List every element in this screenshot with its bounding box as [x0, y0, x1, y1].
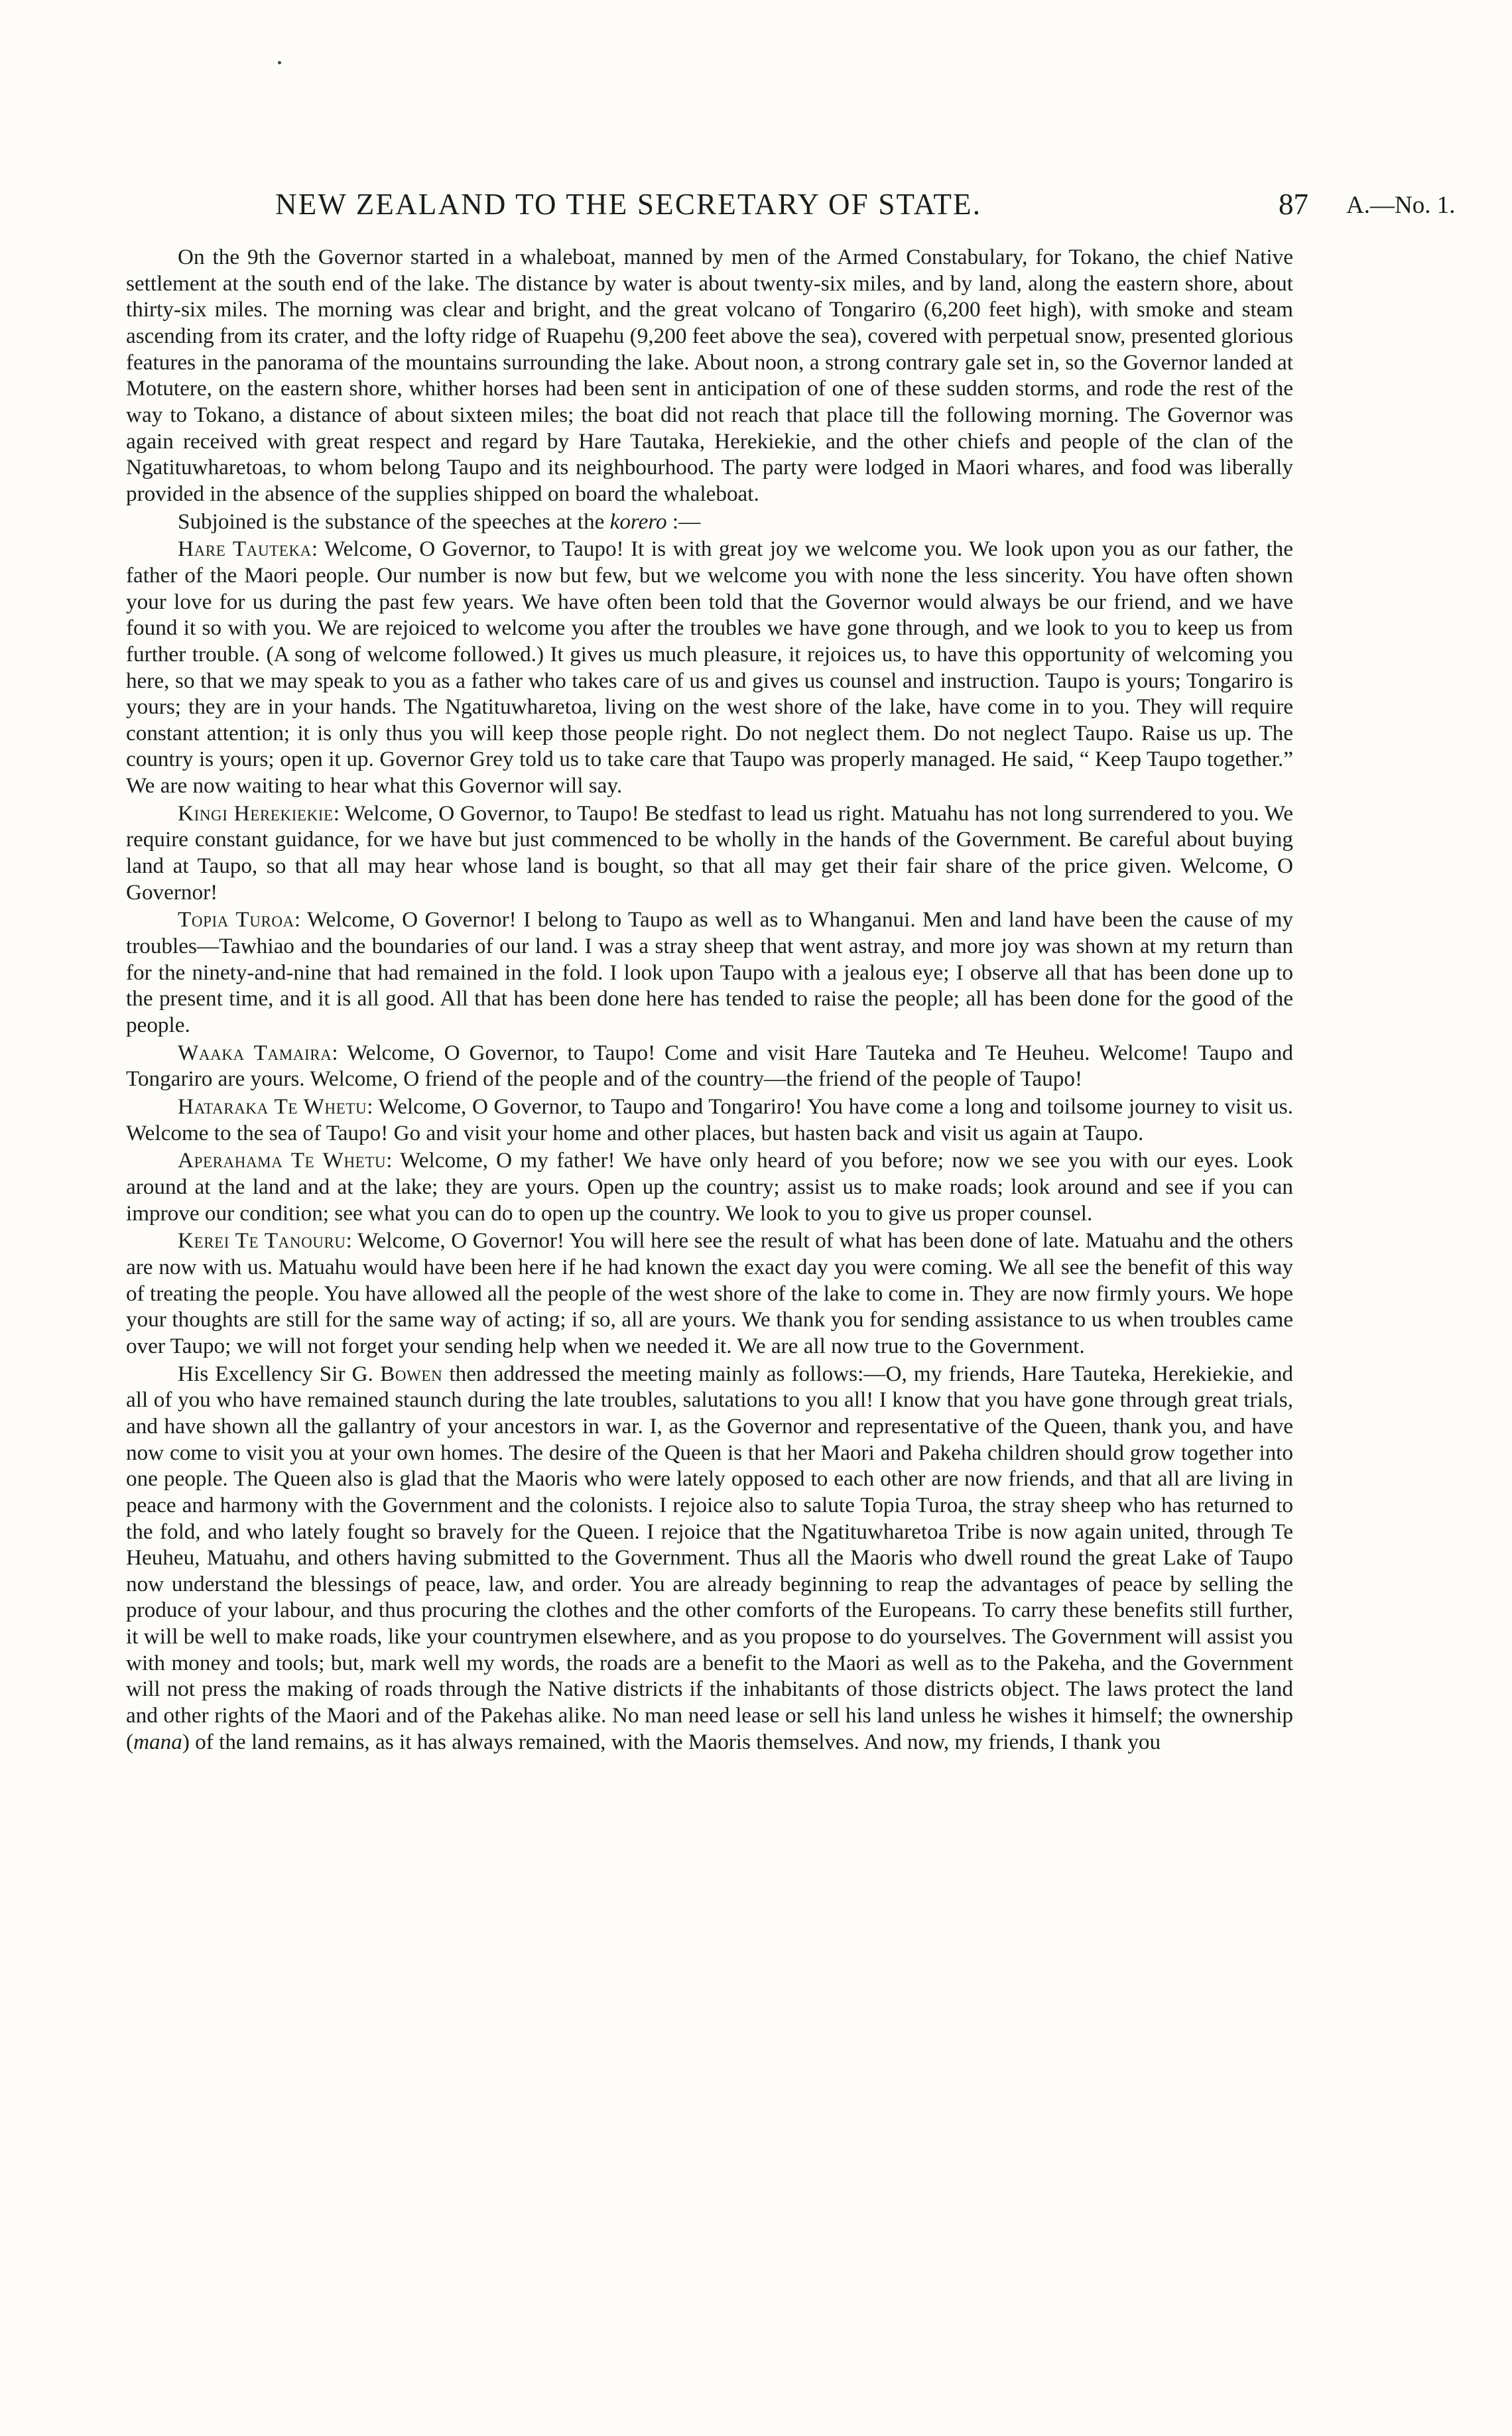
speech-hataraka-te-whetu: Hataraka Te Whetu: Welcome, O Governor, to Taupo and Tongariro! You have come a long and toilsome journey to visit us. Welcome to the sea of Taupo! Go and visit your home and other places, but hasten back and visit us again at Taupo. [126, 1094, 1293, 1145]
body-text [126, 244, 1293, 1755]
speech-text: Welcome, O Governor! You will here see the result of what has been done of late. Matuahu and the others are now with us. Matuahu would have been here if he had known the exact day you were coming. We all see the benefit of this way of treating the people. You have allowed all the people of the west shore of the lake to come in. They are now firmly yours. We hope your thoughts are still for the same way of acting; if so, all are yours. We thank you for sending assistance to us when troubles came over Taupo; we will not forget your sending help when we needed it. We are all now true to the Government. [126, 1228, 1293, 1358]
speech-text: Welcome, O my father! We have only heard of you before; now we see you with our eyes. Look around at the land and at the lake; they are yours. Open up the country; assist us to make roads; look around and see if you can improve our condition; see what you can do to open up the country. We look to you to give us proper counsel. [126, 1148, 1294, 1226]
document-reference: A.—No. 1. [1346, 192, 1456, 219]
mana-term: mana [133, 1729, 182, 1754]
speech-text: Welcome, O Governor, to Taupo! Come and visit Hare Tauteka and Te Heuheu. Welcome! Taupo and Tongariro are yours. Welcome, O friend of the people and of the country—the friend of the people of Taupo! [126, 1040, 1293, 1092]
speaker-name: Aperahama Te Whetu [178, 1148, 387, 1173]
speaker-name: Hataraka Te Whetu [178, 1094, 367, 1119]
governor-address: His Excellency Sir G. Bowen then addressed the meeting mainly as follows:—O, my friends, Hare Tauteka, Herekiekie, and all of you who have remained staunch during the late troubles, salutations to you all! I know that you have gone through great trials, and have shown all the gallantry of your ancestors in war. I, as the Governor and representative of the Queen, thank you, and have now come to visit you at your own homes. The desire of the Queen is that her Maori and Pakeha children should grow together into one people. The Queen also is glad that the Maoris who were lately opposed to each other are now friends, and that all are living in peace and harmony with the Government and the colonists. I rejoice also to salute Topia Turoa, the stray sheep who has returned to the fold, and who lately fought so bravely for the Queen. I rejoice that the Ngatituwharetoa Tribe is now again united, through Te Heuheu, Matuahu, and others having submitted to the Government. Thus all the Maoris who dwell round the great Lake of Taupo now understand the blessings of peace, law, and order. You are already beginning to reap the advantages of peace by selling the produce of your labour, and thus procuring the clothes and the other comforts of the Europeans. To carry these benefits still further, it will be well to make roads, like your countrymen elsewhere, and as you propose to do yourselves. The Government will assist you with money and tools; but, mark well my words, the roads are a benefit to the Maori as well as to the Pakeha, and the Government will not press the making of roads through the Native districts if the inhabitants of those districts object. The laws protect the land and other rights of the Maori and of the Pakehas alike. No man need lease or sell his land unless he wishes it himself; the ownership (mana) of the land remains, as it has always remained, with the Maoris themselves. And now, my friends, I thank you [126, 1361, 1294, 1754]
speaker-name: Kingi Herekiekie [178, 801, 334, 826]
page-header [0, 187, 1512, 227]
speaker-name: Topia Turoa [178, 907, 294, 932]
paragraph-journey: On the 9th the Governor started in a whaleboat, manned by men of the Armed Constabulary, for Tokano, the chief Native settlement at the south end of the lake. The distance by water is about twenty-six miles, and by land, along the eastern shore, about thirty-six miles. The morning was clear and bright, and the great volcano of Tongariro (6,200 feet high), with smoke and steam ascending from its crater, and the lofty ridge of Ruapehu (9,200 feet above the sea), covered with perpetual snow, presented glorious features in the panorama of the mountains surrounding the lake. About noon, a strong contrary gale set in, so the Governor landed at Motutere, on the eastern shore, whither horses had been sent in anticipation of one of these sudden storms, and rode the rest of the way to Tokano, a distance of about sixteen miles; the boat did not reach that place till the following morning. The Governor was again received with great respect and regard by Hare Tautaka, Herekiekie, and the other chiefs and people of the clan of the Ngatituwharetoas, to whom belong Taupo and its neighbourhood. The party were lodged in Maori whares, and food was liberally provided in the absence of the supplies shipped on board the whaleboat. [126, 245, 1293, 506]
speech-topia-turoa: Topia Turoa: Welcome, O Governor! I belong to Taupo as well as to Whanganui. Men and land have been the cause of my troubles—Tawhiao and the boundaries of our land. I was a stray sheep that went astray, and more joy was shown at my return than for the ninety-and-nine that had remained in the fold. I look upon Taupo with a jealous eye; I observe all that has been done up to the present time, and it is all good. All that has been done here has tended to raise the people; all has been done for the good of the people. [126, 907, 1293, 1038]
page-title: NEW ZEALAND TO THE SECRETARY OF STATE. [275, 188, 982, 221]
speech-waaka-tamaira: Waaka Tamaira: Welcome, O Governor, to Taupo! Come and visit Hare Tauteka and Te Heuheu. Welcome! Taupo and Tongariro are yours. Welcome, O friend of the people and of the country—the friend of the people of Taupo! [126, 1040, 1293, 1092]
page-number: 87 [1279, 188, 1308, 221]
speech-hare-tauteka: Hare Tauteka: Welcome, O Governor, to Taupo! It is with great joy we welcome you. We look upon you as our father, the father of the Maori people. Our number is now but few, but we welcome you with none the less sincerity. You have often shown your love for us during the past few years. We have often been told that the Governor would always be our friend, and we have found it so with you. We are rejoiced to welcome you after the troubles we have gone through, and we look to you to keep us from further trouble. (A song of welcome followed.) It gives us much pleasure, it rejoices us, to have this opportunity of welcoming you here, so that we may speak to you as a father who takes care of us and gives us counsel and instruction. Taupo is yours; Tongariro is yours; they are in your hands. The Ngatituwharetoa, living on the west shore of the lake, have come in to you. They will require constant attention; it is only thus you will keep those people right. Do not neglect them. Do not neglect Taupo. Raise us up. The country is yours; open it up. Governor Grey told us to take care that Taupo was properly managed. He said, “ Keep Taupo together.” We are now waiting to hear what this Governor will say. [126, 537, 1293, 799]
speech-kerei-te-tanouru: Kerei Te Tanouru: Welcome, O Governor! You will here see the result of what has been done of late. Matuahu and the others are now with us. Matuahu would have been here if he had known the exact day you were coming. We all see the benefit of this way of treating the people. You have allowed all the people of the west shore of the lake to come in. They are now firmly yours. We hope your thoughts are still for the same way of acting; if so, all are yours. We thank you for sending assistance to us when troubles came over Taupo; we will not forget your sending help when we needed it. We are all now true to the Government. [126, 1228, 1293, 1358]
speech-text: Welcome, O Governor, to Taupo and Tongariro! You have come a long and toilsome journey to visit us. Welcome to the sea of Taupo! Go and visit your home and other places, but hasten back and visit us again at Taupo. [126, 1094, 1293, 1145]
speech-text: Welcome, O Governor! I belong to Taupo as well as to Whanganui. Men and land have been the cause of my troubles—Tawhiao and the boundaries of our land. I was a stray sheep that went astray, and more joy was shown at my return than for the ninety-and-nine that had remained in the fold. I look upon Taupo with a jealous eye; I observe all that has been done up to the present time, and it is all good. All that has been done here has tended to raise the people; all has been done for the good of the people. [126, 907, 1293, 1038]
korero-term: korero [609, 509, 667, 534]
speaker-name: Hare Tauteka [178, 537, 312, 562]
stray-ink-mark [278, 61, 281, 64]
speaker-name: Kerei Te Tanouru [178, 1228, 346, 1253]
speech-kingi-herekiekie: Kingi Herekiekie: Welcome, O Governor, to Taupo! Be stedfast to lead us right. Matuahu has not long surrendered to you. We require constant guidance, for we have but just commenced to be wholly in the hands of the Government. Be careful about buying land at Taupo, so that all may hear whose land is bought, so that all may get their fair share of the price given. Welcome, O Governor! [126, 801, 1294, 905]
speech-text: Welcome, O Governor, to Taupo! It is with great joy we welcome you. We look upon you as our father, the father of the Maori people. Our number is now but few, but we welcome you with none the less sincerity. You have often shown your love for us during the past few years. We have often been told that the Governor would always be our friend, and we have found it so with you. We are rejoiced to welcome you after the troubles we have gone through, and we look to you to keep us from further trouble. (A song of welcome followed.) It gives us much pleasure, it rejoices us, to have this opportunity of welcoming you here, so that we may speak to you as a father who takes care of us and gives us counsel and instruction. Taupo is yours; Tongariro is yours; they are in your hands. The Ngatituwharetoa, living on the west shore of the lake, have come in to you. They will require constant attention; it is only thus you will keep those people right. Do not neglect them. Do not neglect Taupo. Raise us up. The country is yours; open it up. Governor Grey told us to take care that Taupo was properly managed. He said, “ Keep Taupo together.” We are now waiting to hear what this Governor will say. [126, 537, 1293, 799]
paragraph-korero-intro: Subjoined is the substance of the speeches at the korero :— [178, 509, 701, 534]
governor-name: Bowen [380, 1361, 443, 1386]
speech-aperahama-te-whetu: Aperahama Te Whetu: Welcome, O my father! We have only heard of you before; now we see you with our eyes. Look around at the land and at the lake; they are yours. Open up the country; assist us to make roads; look around and see if you can improve our condition; see what you can do to open up the country. We look to you to give us proper counsel. [126, 1148, 1294, 1226]
speech-text: Welcome, O Governor, to Taupo! Be stedfast to lead us right. Matuahu has not long surrendered to you. We require constant guidance, for we have but just commenced to be wholly in the hands of the Government. Be careful about buying land at Taupo, so that all may hear whose land is bought, so that all may get their fair share of the price given. Welcome, O Governor! [126, 801, 1294, 905]
speaker-name: Waaka Tamaira [178, 1040, 332, 1065]
